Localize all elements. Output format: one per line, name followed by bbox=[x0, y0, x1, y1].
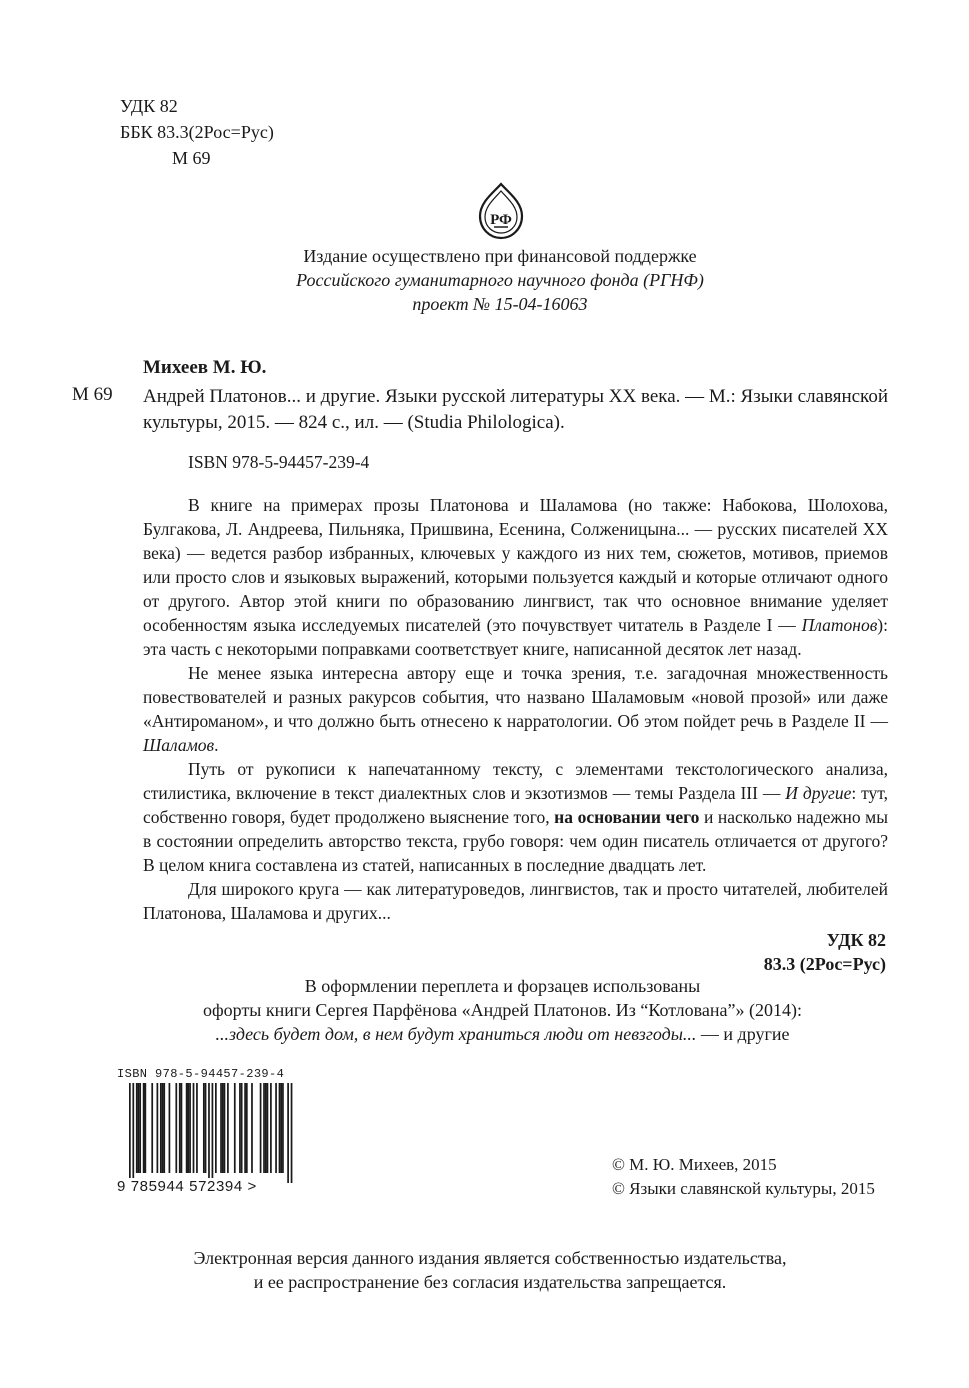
barcode-isbn-text: ISBN 978-5-94457-239-4 bbox=[117, 1067, 285, 1081]
barcode-bar bbox=[136, 1083, 138, 1173]
udk-code: УДК 82 bbox=[120, 96, 178, 116]
barcode-bar bbox=[187, 1083, 189, 1173]
barcode-bar bbox=[208, 1083, 210, 1183]
barcode-bar bbox=[203, 1083, 205, 1173]
barcode-bar bbox=[291, 1083, 293, 1183]
barcode-bar bbox=[251, 1083, 253, 1173]
barcode-digits: 9 785944 572394 > bbox=[117, 1178, 257, 1195]
bbk-code: ББК 83.3(2Рос=Рус) bbox=[120, 122, 274, 142]
copyright-publisher: © Языки славянской культуры, 2015 bbox=[612, 1179, 875, 1198]
rgnf-emblem-icon bbox=[478, 182, 524, 240]
notice-line-2: и ее распространение без согласия издательства запрещается. bbox=[253, 1272, 727, 1292]
barcode-bar bbox=[193, 1083, 195, 1173]
copyright-block bbox=[612, 1153, 875, 1201]
barcode-bar bbox=[196, 1083, 198, 1173]
barcode-bar bbox=[205, 1083, 207, 1173]
barcode-bar bbox=[279, 1083, 281, 1173]
electronic-notice bbox=[100, 1246, 880, 1294]
barcode-bar bbox=[162, 1083, 164, 1173]
barcode-bar bbox=[212, 1083, 214, 1183]
binding-line-2: офорты книги Сергея Парфёнова «Андрей Платонов. Из “Котлована”» (2014): bbox=[203, 1000, 802, 1020]
notice-line-1: Электронная версия данного издания является собственностью издательства, bbox=[193, 1248, 787, 1268]
funding-note bbox=[150, 244, 850, 316]
barcode-bar bbox=[151, 1083, 153, 1173]
barcode-bar bbox=[282, 1083, 284, 1173]
barcode-bar bbox=[234, 1083, 236, 1173]
barcode-bar bbox=[169, 1083, 171, 1173]
classification-block bbox=[120, 93, 274, 171]
barcode-bar bbox=[139, 1083, 141, 1173]
barcode-bar bbox=[239, 1083, 241, 1173]
udk-right-code: УДК 82 bbox=[826, 930, 886, 950]
annotation-paragraph-2: Не менее языка интересна автору еще и точка зрения, т.е. загадочная множественность повествователей и разных ракурсов события, что названо Шаламовым «новой прозой» или даже «Антироманом», и что должно быть отнесено к нарратологии. Об этом пойдет речь в Разделе II — Шаламов. bbox=[143, 663, 888, 755]
isbn-line: ISBN 978-5-94457-239-4 bbox=[188, 452, 370, 472]
bbk-right-code: 83.3 (2Рос=Рус) bbox=[763, 954, 886, 974]
barcode-bar bbox=[163, 1083, 165, 1173]
barcode bbox=[117, 1083, 293, 1183]
annotation-paragraph-3: Путь от рукописи к напечатанному тексту, с элементами текстологического анализа, стилистика, включение в текст диалектных слов и экзотизмов — темы Раздела III — И другие: тут, собственно говоря, будет продолжено выяснение того, на основании чего и насколько надежно мы в состоянии определить авторство текста, грубо говоря: чем один писатель отличается от другого? В целом книга составлена из статей, написанных в последние двадцать лет. bbox=[143, 759, 888, 875]
annotation-paragraph-4: Для широкого круга — как литературоведов, лингвистов, так и просто читателей, любителей Платонова, Шаламова и других... bbox=[143, 879, 888, 923]
binding-line-3: ...здесь будет дом, в нем будут храниться люди от невзгоды... — и другие bbox=[215, 1024, 790, 1044]
barcode-bar bbox=[129, 1083, 131, 1183]
funding-line-1: Издание осуществлено при финансовой поддержке bbox=[303, 246, 697, 266]
annotation-paragraph-1: В книге на примерах прозы Платонова и Шаламова (но также: Набокова, Шолохова, Булгакова, Л. Андреева, Пильняка, Пришвина, Есенина, Солженицына... — русских писателей XX века) — ведется разбор избранных, ключевых у каждого из них тем, сюжетов, мотивов, приемов или просто слов и языковых выражений, которыми пользуется каждый и которые отличают одного от другого. Автор этой книги по образованию лингвист, так что основное внимание уделяет особенностям языка исследуемых писателей (это почувствует читатель в Разделе I — Платонов): эта часть с некоторыми поправками соответствует книге, написанной десяток лет назад. bbox=[143, 495, 888, 659]
barcode-bar bbox=[157, 1083, 159, 1173]
barcode-bar bbox=[244, 1083, 246, 1173]
author-mark-left: М 69 bbox=[72, 384, 113, 405]
barcode-bar bbox=[222, 1083, 224, 1173]
barcode-bar bbox=[215, 1083, 217, 1173]
svg-text:РФ: РФ bbox=[490, 212, 512, 228]
barcode-bar bbox=[246, 1083, 248, 1173]
barcode-bar bbox=[267, 1083, 269, 1173]
barcode-bar bbox=[241, 1083, 243, 1173]
barcode-bar bbox=[227, 1083, 229, 1173]
barcode-bar bbox=[138, 1083, 140, 1173]
barcode-bar bbox=[179, 1083, 181, 1173]
barcode-bar bbox=[181, 1083, 183, 1173]
barcode-bar bbox=[160, 1083, 162, 1173]
binding-note bbox=[100, 974, 905, 1046]
barcode-bar bbox=[270, 1083, 272, 1173]
barcode-bar bbox=[265, 1083, 267, 1173]
barcode-bar bbox=[189, 1083, 191, 1173]
barcode-bar bbox=[263, 1083, 265, 1173]
copyright-author: © М. Ю. Михеев, 2015 bbox=[612, 1155, 777, 1174]
author-mark: М 69 bbox=[172, 148, 211, 168]
barcode-bar bbox=[287, 1083, 289, 1183]
barcode-bar bbox=[224, 1083, 226, 1173]
annotation bbox=[143, 493, 888, 925]
udk-right-block bbox=[764, 928, 886, 976]
barcode-bar bbox=[186, 1083, 188, 1173]
binding-line-1: В оформлении переплета и форзацев использованы bbox=[304, 976, 701, 996]
funding-line-3: проект № 15-04-16063 bbox=[412, 294, 588, 314]
barcode-bar bbox=[175, 1083, 177, 1173]
book-author: Михеев М. Ю. bbox=[143, 357, 267, 378]
barcode-bar bbox=[220, 1083, 222, 1173]
barcode-bar bbox=[280, 1083, 282, 1173]
barcode-bar bbox=[132, 1083, 134, 1183]
funding-line-2: Российского гуманитарного научного фонда (РГНФ) bbox=[296, 270, 704, 290]
barcode-bar bbox=[260, 1083, 262, 1173]
barcode-bar bbox=[275, 1083, 277, 1173]
barcode-bar bbox=[144, 1083, 146, 1173]
barcode-bar bbox=[143, 1083, 145, 1173]
book-title: Андрей Платонов... и другие. Языки русской литературы XX века. — М.: Языки славянской культуры, 2015. — 824 с., ил. — (Studia Philologica). bbox=[143, 386, 888, 433]
